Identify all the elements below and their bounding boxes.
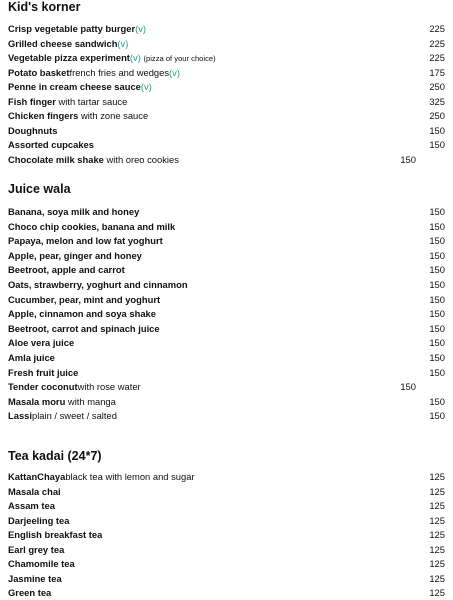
menu-item-name xyxy=(8,470,195,484)
item-title: Apple, pear, ginger and honey xyxy=(8,249,142,261)
menu-item-price: 125 xyxy=(429,543,445,555)
menu-item-name xyxy=(8,249,142,263)
item-title: Crisp vegetable patty burger xyxy=(8,23,136,34)
menu-item-name xyxy=(8,514,69,528)
menu-item-price: 150 xyxy=(429,235,445,247)
menu-item xyxy=(8,109,445,123)
veg-tag: (v) xyxy=(140,81,152,92)
menu-item xyxy=(8,37,445,51)
menu-item-name xyxy=(8,263,125,277)
menu-item-name xyxy=(8,278,188,292)
item-title: Vegetable pizza experiment xyxy=(8,52,130,63)
menu-item xyxy=(8,80,445,94)
item-title: Chocolate milk shake xyxy=(8,153,104,165)
menu-item-name xyxy=(8,485,61,499)
menu-item-name xyxy=(8,153,179,167)
item-title: Oats, strawberry, yoghurt and cinnamon xyxy=(8,279,188,290)
menu-item-price: 250 xyxy=(429,110,445,121)
menu-item-price: 125 xyxy=(429,471,445,482)
menu-item-name xyxy=(8,499,55,513)
menu-item xyxy=(8,234,445,248)
menu-item xyxy=(8,514,445,528)
menu-item-name xyxy=(8,109,148,123)
section-title-tea-kadai: Tea kadai (24*7) xyxy=(8,449,102,463)
item-title: Amla juice xyxy=(8,352,55,363)
menu-item-name xyxy=(8,307,156,321)
item-title: Beetroot, carrot and spinach juice xyxy=(8,322,160,334)
item-description: with oreo cookies xyxy=(103,153,179,165)
menu-item xyxy=(8,528,445,542)
menu-item xyxy=(8,263,445,277)
menu-item-price: 225 xyxy=(429,23,445,34)
item-title: Masala moru xyxy=(8,395,66,407)
item-description: plain / sweet / salted xyxy=(31,410,117,422)
menu-item xyxy=(8,66,445,80)
menu-item xyxy=(8,485,445,499)
menu-item-price: 175 xyxy=(429,66,445,78)
menu-item xyxy=(8,409,445,423)
item-description: with rose water xyxy=(77,381,141,393)
menu-item-name xyxy=(8,124,57,138)
item-title: Lassi xyxy=(8,410,32,422)
menu-item xyxy=(8,557,445,571)
item-title: Jasmine tea xyxy=(8,572,62,584)
menu-item xyxy=(8,395,445,409)
menu-item-price: 150 xyxy=(429,410,445,422)
menu-item-price: 325 xyxy=(429,95,445,107)
menu-item-name xyxy=(8,205,139,219)
menu-item-name xyxy=(8,380,141,394)
section-title-juice-wala: Juice wala xyxy=(8,182,71,196)
menu-item xyxy=(8,124,445,138)
item-title: KattanChaya xyxy=(8,471,66,482)
menu-item-name xyxy=(8,366,78,380)
menu-item-price: 150 xyxy=(429,293,445,305)
menu-item-price: 150 xyxy=(429,220,445,232)
menu-item-name xyxy=(8,66,180,80)
item-title: Cucumber, pear, mint and yoghurt xyxy=(8,293,161,305)
item-title: Aloe vera juice xyxy=(8,337,75,349)
menu-item-price: 150 xyxy=(429,337,445,349)
menu-item-name xyxy=(8,409,117,423)
menu-item-price: 225 xyxy=(429,52,445,63)
menu-item-name xyxy=(8,80,152,94)
menu-item xyxy=(8,22,445,36)
menu-item-name xyxy=(8,322,160,336)
menu-item-name xyxy=(8,293,160,307)
menu-item-name xyxy=(8,220,175,234)
menu-item-price: 125 xyxy=(429,572,445,584)
veg-tag: (v) xyxy=(117,37,129,49)
menu-item-price: 150 xyxy=(400,381,416,393)
item-title: Earl grey tea xyxy=(8,543,65,555)
menu-item-name xyxy=(8,543,64,557)
item-title: Masala chai xyxy=(8,485,61,497)
item-description: french fries and wedges xyxy=(69,66,170,78)
item-title: Tender coconut xyxy=(8,381,78,393)
item-title: Assam tea xyxy=(8,500,55,511)
menu-item-price: 150 xyxy=(429,395,445,407)
menu-item-price: 150 xyxy=(429,352,445,363)
menu-item xyxy=(8,95,445,109)
item-title: Doughnuts xyxy=(8,124,58,136)
item-title: Fish finger xyxy=(8,95,56,107)
menu-item-name xyxy=(8,528,102,542)
menu-item-price: 150 xyxy=(429,249,445,261)
menu-item xyxy=(8,351,445,365)
menu-item-price: 150 xyxy=(429,322,445,334)
menu-item xyxy=(8,220,445,234)
item-title: Penne in cream cheese sauce xyxy=(8,81,141,92)
item-note: (pizza of your choice) xyxy=(143,54,216,63)
veg-tag: (v) xyxy=(169,66,180,78)
menu-item-price: 125 xyxy=(429,587,445,598)
menu-item xyxy=(8,153,445,167)
menu-item-price: 150 xyxy=(429,264,445,276)
item-title: English breakfast tea xyxy=(8,529,103,540)
menu-item xyxy=(8,51,445,65)
menu-item-name xyxy=(8,557,75,571)
menu-item-price: 150 xyxy=(429,366,445,378)
menu-item xyxy=(8,138,445,152)
item-title: Papaya, melon and low fat yoghurt xyxy=(8,235,163,247)
item-title: Chicken fingers xyxy=(8,110,79,121)
menu-item xyxy=(8,205,445,219)
item-title: Assorted cupcakes xyxy=(8,139,94,150)
menu-item xyxy=(8,293,445,307)
item-title: Apple, cinnamon and soya shake xyxy=(8,308,156,320)
menu-item xyxy=(8,586,445,600)
menu-item-name xyxy=(8,234,163,248)
menu-item-price: 225 xyxy=(429,37,445,49)
item-description: black tea with lemon and sugar xyxy=(65,471,195,482)
menu-item-price: 150 xyxy=(400,153,416,165)
menu-item-price: 125 xyxy=(429,514,445,526)
menu-item xyxy=(8,249,445,263)
menu-item xyxy=(8,336,445,350)
menu-item-name xyxy=(8,51,216,66)
item-title: Beetroot, apple and carrot xyxy=(8,264,125,276)
veg-tag: (v) xyxy=(135,23,147,34)
menu-item-name xyxy=(8,95,127,109)
menu-item-name xyxy=(8,22,146,36)
item-title: Darjeeling tea xyxy=(8,514,70,526)
veg-tag: (v) xyxy=(129,52,141,63)
item-title: Potato basket xyxy=(8,66,70,78)
menu-item-name xyxy=(8,395,116,409)
item-title: Chamomile tea xyxy=(8,558,75,569)
menu-item-name xyxy=(8,572,62,586)
menu-item xyxy=(8,307,445,321)
item-description: with tartar sauce xyxy=(55,95,128,107)
menu-item-name xyxy=(8,37,128,51)
menu-item-name xyxy=(8,336,74,350)
item-description: with manga xyxy=(65,395,116,407)
menu-item-price: 250 xyxy=(429,81,445,92)
item-title: Fresh fruit juice xyxy=(8,366,79,378)
menu-item-price: 150 xyxy=(429,279,445,290)
item-title: Banana, soya milk and honey xyxy=(8,206,140,217)
menu-item xyxy=(8,572,445,586)
menu-item-price: 150 xyxy=(429,124,445,136)
menu-item-name xyxy=(8,586,51,600)
item-description: with zone sauce xyxy=(78,110,149,121)
menu-item-price: 125 xyxy=(429,500,445,511)
menu-item-name xyxy=(8,138,94,152)
menu-item-price: 125 xyxy=(429,485,445,497)
menu-item xyxy=(8,470,445,484)
menu-item-price: 150 xyxy=(429,206,445,217)
menu-item-name xyxy=(8,351,55,365)
section-title-kids-korner: Kid's korner xyxy=(8,0,81,14)
menu-item xyxy=(8,543,445,557)
menu-item-price: 150 xyxy=(429,139,445,150)
menu-item xyxy=(8,499,445,513)
item-title: Green tea xyxy=(8,587,52,598)
menu-item xyxy=(8,322,445,336)
menu-item-price: 150 xyxy=(429,308,445,320)
menu-item xyxy=(8,278,445,292)
menu-item xyxy=(8,366,445,380)
menu-item xyxy=(8,380,445,394)
item-title: Choco chip cookies, banana and milk xyxy=(8,220,176,232)
menu-item-price: 125 xyxy=(429,529,445,540)
menu-item-price: 125 xyxy=(429,558,445,569)
item-title: Grilled cheese sandwich xyxy=(8,37,118,49)
